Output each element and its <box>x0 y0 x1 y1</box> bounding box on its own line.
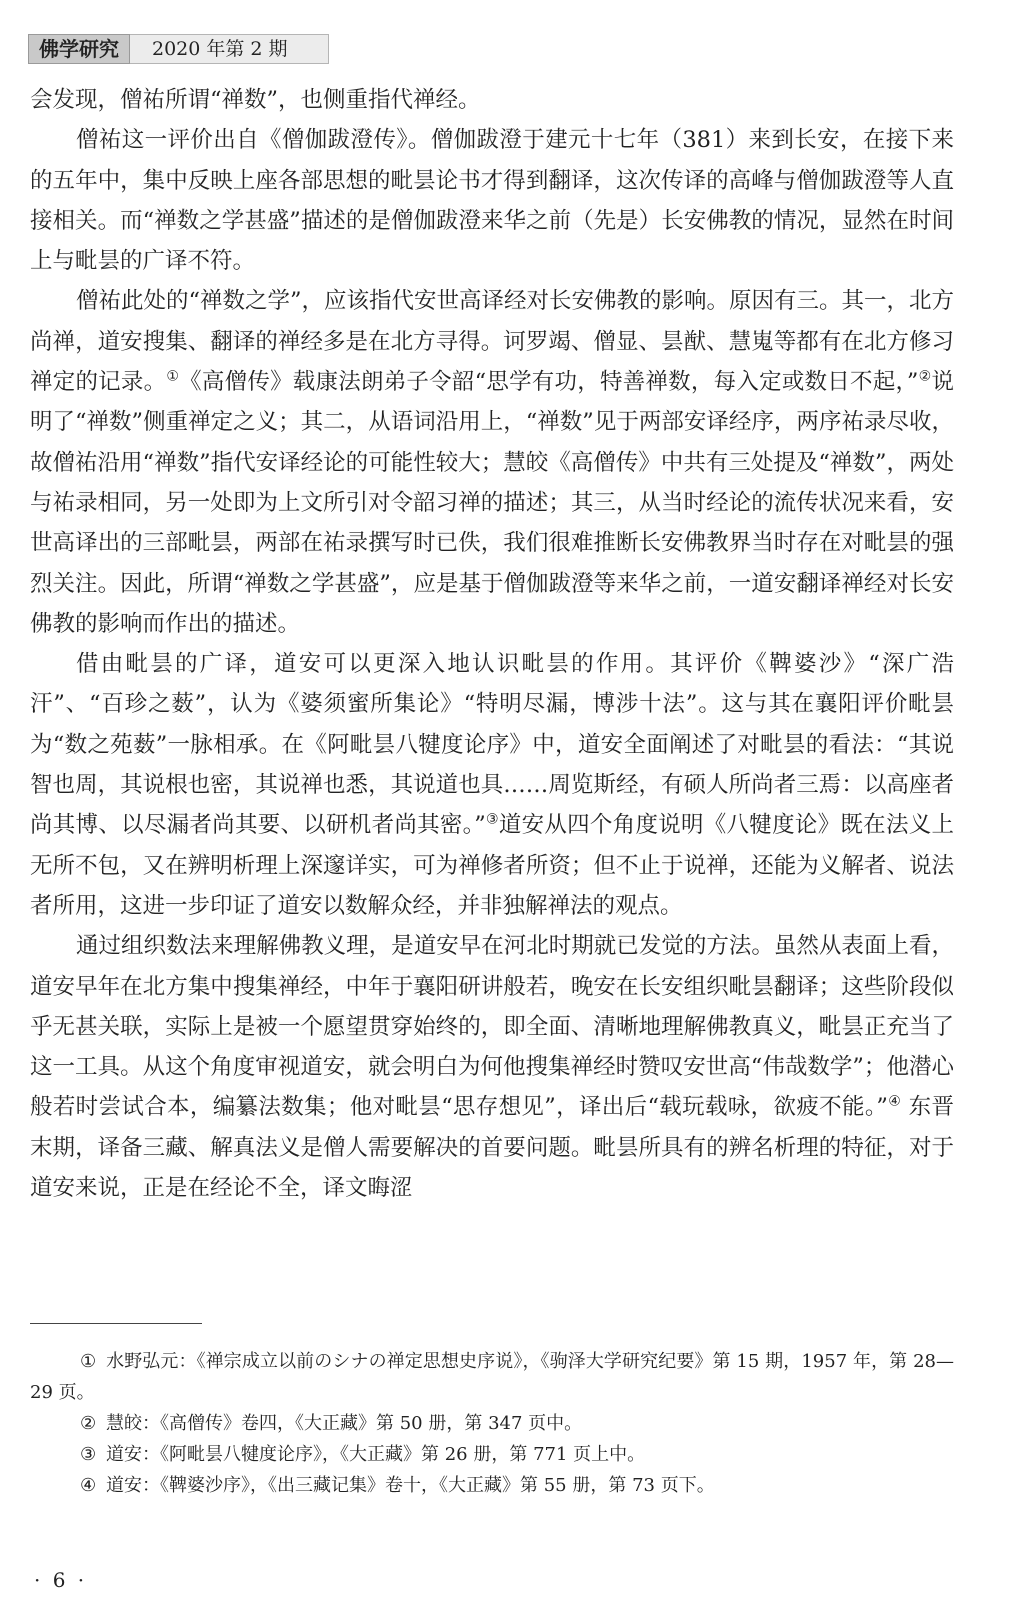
footnote-item <box>30 1439 954 1470</box>
paragraph <box>30 120 954 281</box>
footnotes <box>30 1346 954 1501</box>
footnote-number: ① <box>80 1351 97 1372</box>
footnote-text: 水野弘元：《禅宗成立以前のシナの禅定思想史序说》，《驹泽大学研究纪要》第 15 期，1957 年，第 28—29 页。 <box>30 1351 954 1403</box>
footnote-item <box>30 1346 954 1408</box>
text-segment: 东晋末期，译备三藏、解真法义是僧人需要解决的首要问题。毗昙所具有的辨名析理的特征，对于道安来说，正是在经论不全，译文晦涩 <box>30 1094 954 1202</box>
paragraph <box>30 281 954 644</box>
footnote-item <box>30 1408 954 1439</box>
text-segment: 僧祐这一评价出自《僧伽跋澄传》。僧伽跋澄于建元十七年（381）来到长安，在接下来的五年中，集中反映上座各部思想的毗昙论书才得到翻译，这次传译的高峰与僧伽跋澄等人直接相关。而“禅数之学甚盛”描述的是僧伽跋澄来华之前（先是）长安佛教的情况，显然在时间上与毗昙的广译不符。 <box>30 127 954 275</box>
footnote-number: ② <box>80 1413 97 1434</box>
text-segment: 会发现，僧祐所谓“禅数”，也侧重指代禅经。 <box>30 87 481 113</box>
paragraph <box>30 926 954 1208</box>
text-segment: 说明了“禅数”侧重禅定之义；其二，从语词沿用上，“禅数”见于两部安译经序，两序祐录尽收，故僧祐沿用“禅数”指代安译经论的可能性较大；慧皎《高僧传》中共有三处提及“禅数”，两处与祐录相同，另一处即为上文所引对令韶习禅的描述；其三，从当时经论的流传状况来看，安世高译出的三部毗昙，两部在祐录撰写时已佚，我们很难推断长安佛教界当时存在对毗昙的强烈关注。因此，所谓“禅数之学甚盛”，应是基于僧伽跋澄等来华之前，一道安翻译禅经对长安佛教的影响而作出的描述。 <box>30 369 954 637</box>
footnote-text: 道安：《阿毗昙八犍度论序》，《大正藏》第 26 册，第 771 页上中。 <box>106 1444 646 1465</box>
article-body <box>30 80 954 1208</box>
text-segment: 《高僧传》载康法朗弟子令韶“思学有功，特善禅数，每入定或数日不起，” <box>179 369 919 396</box>
paragraph <box>30 80 954 120</box>
footnote-number: ③ <box>80 1444 97 1465</box>
text-segment: 通过组织数法来理解佛教义理，是道安早在河北时期就已发觉的方法。虽然从表面上看，道安早年在北方集中搜集禅经，中年于襄阳研讲般若，晚安在长安组织毗昙翻译；这些阶段似乎无甚关联，实际上是被一个愿望贯穿始终的，即全面、清晰地理解佛教真义，毗昙正充当了这一工具。从这个角度审视道安，就会明白为何他搜集禅经时赞叹安世高“伟哉数学”；他潜心般若时尝试合本，编纂法数集；他对毗昙“思存想见”，译出后“载玩载咏，欲疲不能。” <box>30 933 954 1121</box>
text-segment: 僧祐此处的“禅数之学”，应该指代安世高译经对长安佛教的影响。原因有三。其一，北方尚禅，道安搜集、翻译的禅经多是在北方寻得。诃罗竭、僧显、昙猷、慧嵬等都有在北方修习禅定的记录。 <box>30 288 955 396</box>
page-number: · 6 · <box>34 1568 88 1592</box>
text-segment: 道安从四个角度说明《八犍度论》既在法义上无所不包，又在辨明析理上深邃详实，可为禅修者所资；但不止于说禅，还能为义解者、说法者所用，这进一步印证了道安以数解众经，并非独解禅法的观点。 <box>30 812 954 919</box>
footnote-item <box>30 1470 954 1501</box>
footnote-marker: ② <box>918 368 932 385</box>
footnote-divider <box>30 1323 202 1324</box>
footnote-marker: ④ <box>887 1093 902 1110</box>
text-segment: 借由毗昙的广译，道安可以更深入地认识毗昙的作用。其评价《鞞婆沙》“深广浩汗”、“百珍之薮”，认为《婆须蜜所集论》“特明尽漏，博涉十法”。这与其在襄阳评价毗昙为“数之苑薮”一脉相承。在《阿毗昙八犍度论序》中，道安全面阐述了对毗昙的看法：“其说智也周，其说根也密，其说禅也悉，其说道也具……周览斯经，有硕人所尚者三焉：以高座者尚其博、以尽漏者尚其要、以研机者尚其密。” <box>30 651 954 839</box>
footnote-text: 道安：《鞞婆沙序》，《出三藏记集》卷十，《大正藏》第 55 册，第 73 页下。 <box>106 1475 715 1496</box>
running-header <box>28 34 329 64</box>
footnote-marker: ③ <box>485 811 499 828</box>
footnote-number: ④ <box>80 1475 97 1496</box>
paragraph <box>30 644 954 926</box>
journal-title: 佛学研究 <box>28 34 130 64</box>
footnote-marker: ① <box>166 368 180 385</box>
issue-label: 2020 年第 2 期 <box>130 34 329 64</box>
footnote-text: 慧皎：《高僧传》卷四，《大正藏》第 50 册，第 347 页中。 <box>106 1413 583 1434</box>
